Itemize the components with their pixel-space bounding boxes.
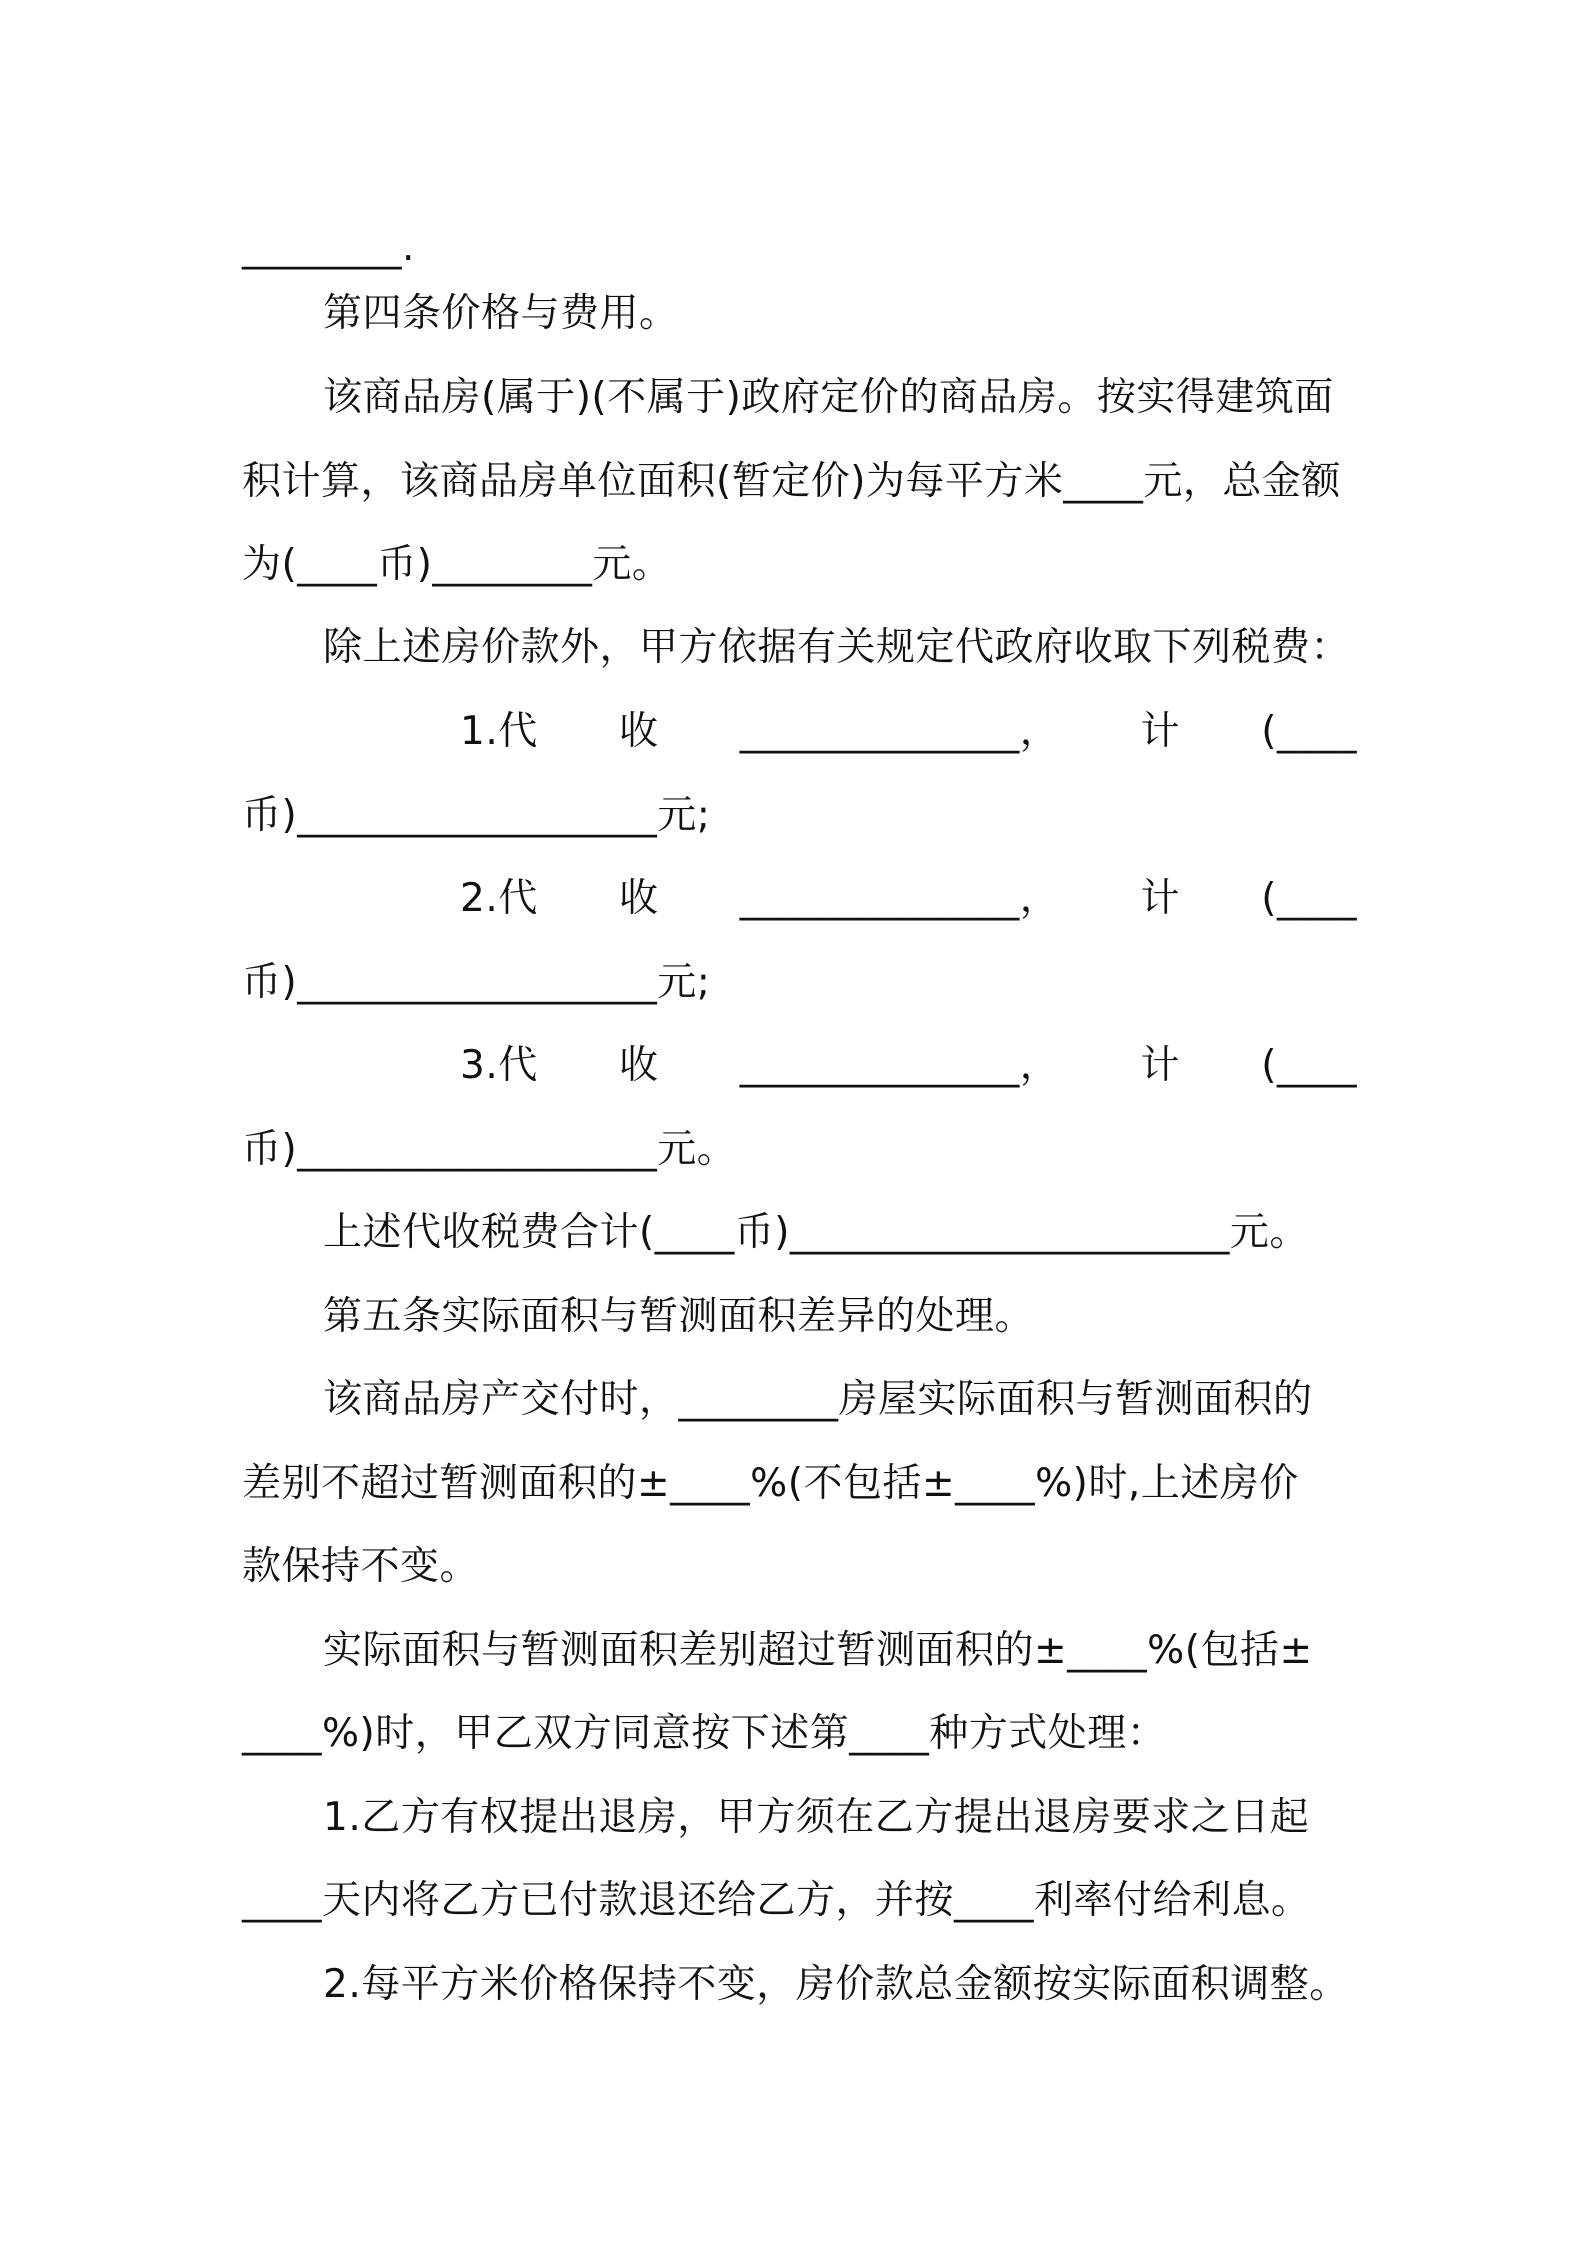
tax-total-line: 上述代收税费合计(____币)______________________元。 [323,1210,1309,1255]
tax-item-2-amount: 币)__________________元; [242,960,711,1005]
tax-item-word: 计 [1140,876,1181,921]
tax-item-1 [460,704,1357,760]
tax-item-2 [460,871,1357,927]
article-five-heading: 第五条实际面积与暂测面积差异的处理。 [323,1294,1035,1339]
tax-item-number: 3.代 [460,1043,538,1088]
option-two-line: 2.每平方米价格保持不变，房价款总金额按实际面积调整。 [323,1962,1349,2007]
option-one-line: 1.乙方有权提出退房，甲方须在乙方提出退房要求之日起 [323,1795,1310,1840]
tax-item-number: 1.代 [460,709,538,754]
article-four-heading: 第四条价格与费用。 [323,291,679,336]
tax-item-word: 收 [618,876,659,921]
tax-item-currency: (____ [1261,709,1357,754]
paragraph-line: 该商品房产交付时，________房屋实际面积与暂测面积的 [323,1377,1313,1422]
tax-item-blank: ______________， [739,709,1060,754]
paragraph-line: 为(____币)________元。 [242,542,672,587]
paragraph-line: 积计算，该商品房单位面积(暂定价)为每平方米____元，总金额 [242,459,1341,504]
tax-item-3 [460,1038,1357,1094]
tax-item-word: 收 [618,1043,659,1088]
tax-item-number: 2.代 [460,876,538,921]
blank-line: ________. [242,225,415,270]
tax-item-1-amount: 币)__________________元; [242,793,711,838]
tax-item-word: 收 [618,709,659,754]
tax-item-blank: ______________， [739,876,1060,921]
paragraph-line: ____%)时，甲乙双方同意按下述第____种方式处理： [242,1711,1167,1756]
option-one-continuation: ____天内将乙方已付款退还给乙方，并按____利率付给利息。 [242,1878,1311,1923]
paragraph-line: 实际面积与暂测面积差别超过暂测面积的±____%(包括± [323,1628,1313,1673]
paragraph-line: 除上述房价款外，甲方依据有关规定代政府收取下列税费： [323,625,1351,670]
tax-item-currency: (____ [1261,876,1357,921]
tax-item-currency: (____ [1261,1043,1357,1088]
tax-item-3-amount: 币)__________________元。 [242,1127,737,1172]
paragraph-line: 差别不超过暂测面积的±____%(不包括±____%)时,上述房价 [242,1461,1299,1506]
paragraph-line: 该商品房(属于)(不属于)政府定价的商品房。按实得建筑面 [323,375,1334,420]
tax-item-word: 计 [1140,709,1181,754]
tax-item-word: 计 [1140,1043,1181,1088]
tax-item-blank: ______________， [739,1043,1060,1088]
paragraph-line: 款保持不变。 [242,1544,480,1589]
